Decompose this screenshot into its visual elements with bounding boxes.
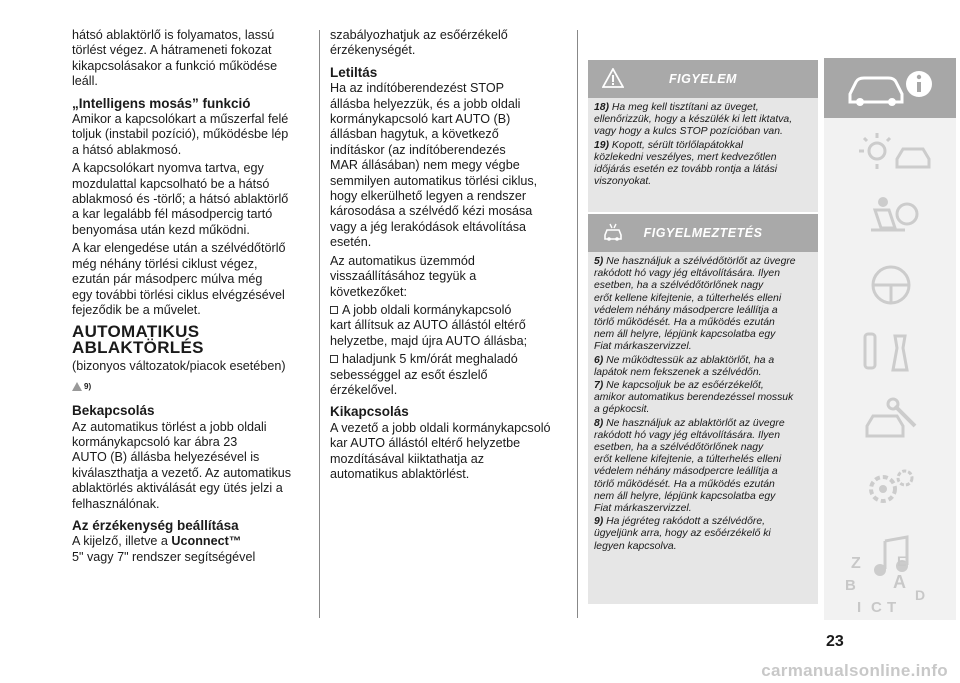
tab-maintenance[interactable]: [824, 390, 956, 452]
deactivation-paragraph: A vezető a jobb oldali kormánykapcsoló kar AUTO állástól eltérő helyzetbe mozdításával kiiktathatja az automatikus ablaktörlést.: [330, 420, 551, 481]
caution-box-title: FIGYELMEZTETÉS: [643, 226, 763, 240]
index-letter: A: [893, 572, 906, 592]
caution-item: 7) Ne kapcsoljuk be az esőérzékelőt, amikor automatikus berendezéssel mossuk a gépkocsit.: [594, 380, 794, 416]
tools-icon: [845, 328, 935, 378]
warning-reference: 9): [72, 379, 91, 394]
automatic-wiping-subtitle: (bizonyos változatok/piacok esetében): [72, 359, 286, 374]
sensitivity-continuation: szabályozhatjuk az esőérzékelő érzékenységét.: [330, 28, 508, 58]
caution-item: 8) Ne használjuk az ablaktörlőt az üvegre rakódott hó vagy jég eltávolítására. Ilyen esetben, ha a szélvédőtörlőnek nagy erőt kellene kifejtenie, a túlterhelés elleni védelem néhány másodpercre leállítja a törlő működését. Ha a működés ezután nem áll helyre, lépjünk kapcsolatba egy Fiat márkaszervizzel.: [594, 417, 785, 515]
warning-triangle-icon: [72, 382, 82, 391]
warning-box-header: [588, 60, 818, 98]
disable-heading: Letiltás: [330, 64, 378, 80]
intro-paragraph: hátsó ablaktörlő is folyamatos, lassú törlést végez. A hátrameneti fokozat kikapcsolásakor a funkció működése leáll.: [72, 28, 278, 89]
caution-item: 5) Ne használjuk a szélvédőtörlőt az üvegre rakódott hó vagy jég eltávolítására. Ilyen esetben, ha a szélvédőtörlőnek nagy erőt kellene kifejtenie, a túlterhelés elleni védelem néhány másodpercre leállítja a törlő működését. Ha a működés ezután nem áll helyre, lépjünk kapcsolatba egy Fiat márkaszervizzel.: [594, 256, 796, 353]
tab-emergency[interactable]: [824, 322, 956, 384]
index-letter: T: [887, 599, 897, 616]
tab-starting-driving[interactable]: [824, 254, 956, 316]
warning-box-body: [588, 98, 818, 195]
caution-box: [588, 214, 818, 604]
middle-text-column: [330, 28, 572, 485]
watermark-text: carmanualsonline.info: [761, 661, 948, 680]
wrench-car-icon: [845, 396, 935, 446]
sensitivity-paragraph: A kijelző, illetve a Uconnect™ 5" vagy 7" rendszer segítségével: [72, 534, 256, 564]
automatic-wiping-heading: AUTOMATIKUS ABLAKTÖRLÉS: [72, 322, 204, 358]
intelligent-wash-paragraph-1: Amikor a kapcsolókart a műszerfal felé toljuk (instabil pozíció), működésbe lép a hátsó ablakmosó.: [72, 112, 289, 157]
intelligent-wash-paragraph-3: A kar elengedése után a szélvédőtörlő még néhány törlési ciklust végez, ezután pár másodperc múlva még egy további törlési ciklus elvégzésével fejeződik be a művelet.: [72, 241, 286, 317]
index-letter: D: [915, 587, 926, 603]
tab-technical-data[interactable]: [824, 458, 956, 520]
caution-item: 9) Ha jégréteg rakódott a szélvédőre, ügyeljünk arra, hogy az esőérzékelő ki legyen kapcsolva.: [594, 516, 771, 552]
steering-wheel-icon: [845, 260, 935, 310]
index-letter: Z: [851, 555, 861, 572]
sensitivity-heading: Az érzékenység beállítása: [72, 517, 239, 533]
caution-box-header: [588, 214, 818, 252]
tab-safety[interactable]: [824, 186, 956, 248]
warning-lights-icon: [845, 129, 935, 175]
disable-paragraph-1: Ha az indítóberendezést STOP állásba helyezzük, és a jobb oldali kormánykapcsoló kart AUTO (B) állásban hagytuk, a következő indításkor (az indítóberendezés MAR állásában) nem megy végbe semmilyen automatikus törlési ciklus, hogy elkerülhető legyen a rendszer károsodása a szélvédő kézi mosása vagy a jég lerakódások eltávolítása esetén.: [330, 81, 538, 250]
deactivation-heading: Kikapcsolás: [330, 404, 409, 420]
checkbox-bullet-icon: [330, 306, 338, 314]
index-letter: E: [897, 553, 907, 569]
bullet-item-2: haladjunk 5 km/órát meghaladó sebességgel az esőt észlelő érzékelővel.: [330, 352, 518, 397]
column-divider: [577, 30, 578, 618]
warning-item: 18) Ha meg kell tisztítani az üveget, ellenőrizzük, hogy a készülék ki lett iktatva, vagy hogy a kulcs STOP pozícióban van.: [594, 102, 793, 138]
checkbox-bullet-icon: [330, 355, 338, 363]
activation-heading: Bekapcsolás: [72, 403, 155, 419]
left-text-column: [72, 28, 312, 568]
disable-paragraph-2: Az automatikus üzemmód visszaállításához tegyük a következőket:: [330, 253, 477, 299]
index-letter: I: [857, 599, 862, 616]
chapter-sidebar: [824, 58, 956, 620]
gears-icon: [845, 464, 935, 514]
index-letter: C: [871, 599, 882, 616]
airbag-seat-icon: [845, 192, 935, 242]
activation-paragraph: Az automatikus törlést a jobb oldali kormánykapcsoló kar ábra 23 AUTO (B) állásba helyezésével is kiválaszthatja a vezető. Az automatikus ablaktörlés aktiválását egy ütés jelzi a felhasználónak.: [72, 419, 292, 511]
warning-box: [588, 60, 818, 212]
bullet-item-1: A jobb oldali kormánykapcsoló kart állítsuk az AUTO állástól eltérő helyzetbe, majd újra AUTO állásba;: [330, 302, 528, 348]
alphabet-index-icon: [835, 544, 945, 620]
tab-instrument-panel[interactable]: [824, 124, 956, 180]
page-number: 23: [826, 633, 844, 650]
intelligent-wash-heading: „Intelligens mosás” funkció: [72, 95, 251, 111]
warning-item: 19) Kopott, sérült törlőlapátokkal közlekedni veszélyes, mert kedvezőtlen időjárás esetén ez tovább rontja a látási viszonyokat.: [594, 139, 778, 188]
column-divider: [319, 30, 320, 618]
footer-watermark: [0, 661, 960, 683]
caution-item: 6) Ne működtessük az ablaktörlőt, ha a lapátok nem fekszenek a szélvédőn.: [594, 354, 775, 378]
tab-index[interactable]: [824, 544, 956, 620]
tab-getting-to-know-car[interactable]: [824, 58, 956, 118]
caution-box-body: [588, 252, 818, 560]
intelligent-wash-paragraph-2: A kapcsolókart nyomva tartva, egy mozdulattal kapcsolható be a hátsó ablakmosó és -törlő; a hátsó ablaktörlő a kar legalább fél másodpercig tartó benyomása után kezd működni.: [72, 161, 289, 237]
index-letter: B: [845, 577, 856, 594]
car-info-icon: [844, 66, 936, 110]
warning-box-title: FIGYELEM: [669, 72, 737, 86]
